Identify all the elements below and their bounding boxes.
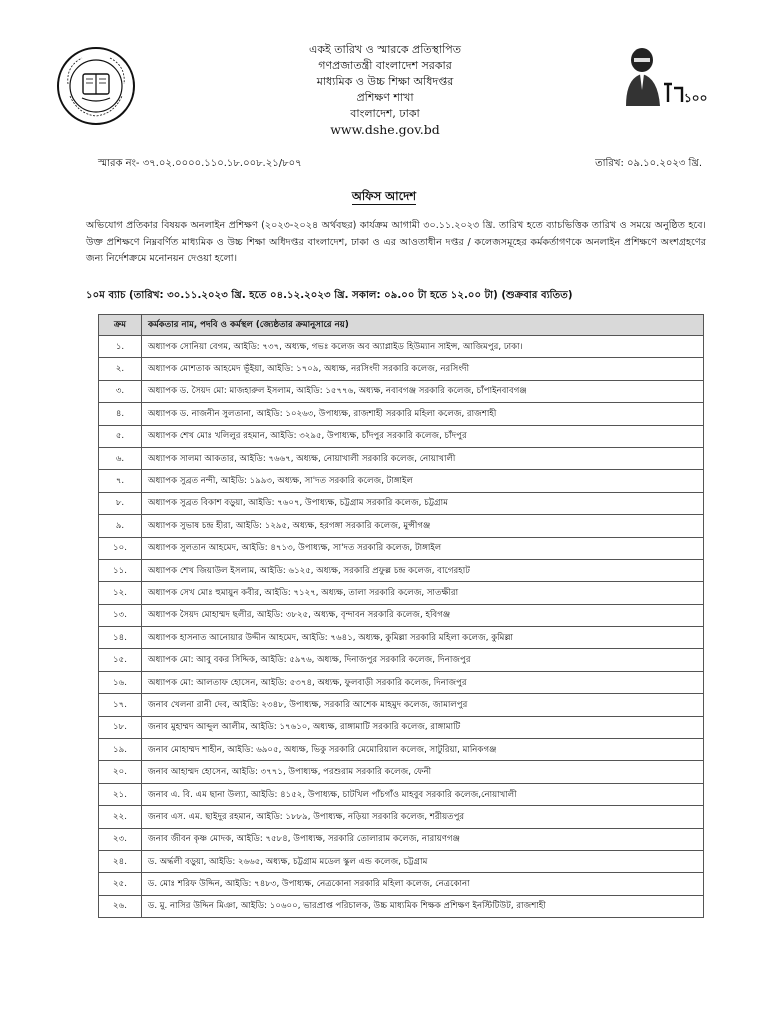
row-serial: ৮. [99,492,142,514]
row-serial: ৫. [99,425,142,447]
row-officer-details: অধ্যাপক মোশতাক আহমেদ ভূঁইয়া, আইডি: ১৭০৯, অধ্যক্ষ, নরসিংদী সরকারি কলেজ, নরসিংদী [142,358,704,380]
row-serial: ৪. [99,403,142,425]
row-serial: ২৩. [99,828,142,850]
nominee-table [98,314,704,918]
row-officer-details: অধ্যাপক সোনিয়া বেগম, আইডি: ৭৩৭, অধ্যক্ষ, গভঃ কলেজ অব অ্যাপ্লাইড হিউম্যান সাইন্স, আজিমপুর, ঢাকা। [142,336,704,358]
table-row [99,447,704,469]
row-officer-details: অধ্যাপক সালমা আকতার, আইডি: ৭৬৬৭, অধ্যক্ষ, নোয়াখালী সরকারি কলেজ, নোয়াখালী [142,447,704,469]
header-line-3: মাধ্যমিক ও উচ্চ শিক্ষা অধিদপ্তর [316,75,454,88]
title-text: অফিস আদেশ [351,189,417,203]
letterhead [180,42,590,138]
table-row [99,761,704,783]
row-officer-details: অধ্যাপক সুলতান আহমেদ, আইডি: ৪৭১৩, উপাধ্যক্ষ, সা'দত সরকারি কলেজ, টাঙ্গাইল [142,537,704,559]
row-officer-details: জনাব মোহাম্মদ শাহীন, আইডি: ৬৯০৫, অধ্যক্ষ, ভিকু সরকারি মেমোরিয়াল কলেজ, সাটুরিয়া, মানিকগঞ্জ [142,739,704,761]
header-line-1: একই তারিখ ও স্মারকে প্রতিস্থাপিত [308,43,461,56]
table-row [99,604,704,626]
row-serial: ১০. [99,537,142,559]
row-serial: ১৭. [99,694,142,716]
row-officer-details: অধ্যাপক শেখ জিয়াউল ইসলাম, আইডি: ৬১২৫, অধ্যক্ষ, সরকারি প্রফুল্ল চন্দ্র কলেজ, বাগেরহাট [142,559,704,581]
table-row [99,850,704,872]
row-officer-details: অধ্যাপক সেখ মোঃ হুমায়ুন কবীর, আইডি: ৭১২৭, অধ্যক্ষ, তালা সরকারি কলেজ, সাতক্ষীরা [142,582,704,604]
row-officer-details: ড. মু. নাসির উদ্দিন মিঞা, আইডি: ১০৬০০, ভারপ্রাপ্ত পরিচালক, উচ্চ মাধ্যমিক শিক্ষক প্রশিক্ষণ ইনস্টিটিউট, রাজশাহী [142,895,704,917]
header-line-2: গণপ্রজাতন্ত্রী বাংলাদেশ সরকার [318,59,452,72]
row-officer-details: অধ্যাপক সুব্রত নন্দী, আইডি: ১৯৯৩, অধ্যক্ষ, সা'দত সরকারি কলেজ, টাঙ্গাইল [142,470,704,492]
mujib-100-portrait-icon [612,44,708,114]
row-officer-details: জনাব এস. এম. ছাইদুর রহমান, আইডি: ১৮৮৯, উপাধ্যক্ষ, নড়িয়া সরকারি কলেজ, শরীয়তপুর [142,806,704,828]
table-row [99,515,704,537]
table-row [99,671,704,693]
row-serial: ১২. [99,582,142,604]
seal-logo-icon [56,46,136,126]
row-serial: ৬. [99,447,142,469]
row-officer-details: অধ্যাপক সৈয়দ মোহাম্মদ ছলীর, আইডি: ৩৮২৫, অধ্যক্ষ, বৃন্দাবন সরকারি কলেজ, হবিগঞ্জ [142,604,704,626]
header-line-4: প্রশিক্ষণ শাখা [356,91,414,104]
table-row [99,895,704,917]
svg-text:১০০: ১০০ [684,91,708,105]
table-row [99,828,704,850]
table-row [99,582,704,604]
row-officer-details: জনাব জীবন কৃষ্ণ মোদক, আইডি: ৭৫৮৪, উপাধ্যক্ষ, সরকারি তোলারাম কলেজ, নারায়ণগঞ্জ [142,828,704,850]
table-row [99,806,704,828]
row-serial: ১৯. [99,739,142,761]
row-officer-details: অধ্যাপক ড. নাজনীন সুলতানা, আইডি: ১০২৬৩, উপাধ্যক্ষ, রাজশাহী সরকারি মহিলা কলেজ, রাজশাহী [142,403,704,425]
row-officer-details: অধ্যাপক ড. সৈয়দ মো: মাজহারুল ইসলাম, আইডি: ১৫৭৭৬, অধ্যক্ষ, নবাবগঞ্জ সরকারি কলেজ, চাঁপাইনবাবগঞ্জ [142,380,704,402]
row-serial: ১১. [99,559,142,581]
row-officer-details: অধ্যাপক হাসনাত আনোয়ার উদ্দীন আহমেদ, আইডি: ৭৬৪১, অধ্যক্ষ, কুমিল্লা সরকারি মহিলা কলেজ, কুমিল্লা [142,627,704,649]
row-officer-details: অধ্যাপক শেখ মোঃ খলিলুর রহমান, আইডি: ৩২৯৫, উপাধ্যক্ষ, চাঁদপুর সরকারি কলেজ, চাঁদপুর [142,425,704,447]
row-serial: ২২. [99,806,142,828]
row-officer-details: জনাব এ. বি. এম ছানা উল্যা, আইডি: ৪১৫২, উপাধ্যক্ষ, চাটখিল পাঁচগাঁও মাহবুব সরকারি কলেজ,নোয়াখালী [142,783,704,805]
body-paragraph: অভিযোগ প্রতিকার বিষয়ক অনলাইন প্রশিক্ষণ (২০২৩-২০২৪ অর্থবছর) কার্যক্রম আগামী ৩০.১১.২০২৩ খ্রি. তারিখ হতে ব্যাচভিত্তিক তারিখ ও সময়ে অনুষ্ঠিত হবে। উক্ত প্রশিক্ষণে নিম্নবর্ণিত মাধ্যমিক ও উচ্চ শিক্ষা অধিদপ্তর বাংলাদেশ, ঢাকা ও এর আওতাধীন দপ্তর / কলেজসমূহের কর্মকর্তাগণকে অনলাইন প্রশিক্ষণে অংশগ্রহণের জন্য নির্দেশক্রমে মনোনয়ন দেওয়া হলো। [86,220,706,264]
row-officer-details: জনাব মুহাম্মদ আব্দুল আলীম, আইডি: ১৭৬১০, অধ্যক্ষ, রাঙ্গামাটি সরকারি কলেজ, রাঙ্গামাটি [142,716,704,738]
row-serial: ২০. [99,761,142,783]
memo-number: স্মারক নং- ৩৭.০২.০০০০.১১০.১৮.০০৮.২১/৮০৭ [98,158,302,169]
table-header-row [99,315,704,336]
table-row [99,694,704,716]
row-serial: ৯. [99,515,142,537]
row-serial: ২৫. [99,873,142,895]
row-serial: ১৩. [99,604,142,626]
document-title [0,188,768,207]
row-serial: ৭. [99,470,142,492]
row-serial: ২৪. [99,850,142,872]
row-serial: ২১. [99,783,142,805]
row-officer-details: অধ্যাপক সুব্রত বিকাশ বড়ুয়া, আইডি: ৭৬০৭, উপাধ্যক্ষ, চট্টগ্রাম সরকারি কলেজ, চট্টগ্রাম [142,492,704,514]
row-serial: ১. [99,336,142,358]
table-row [99,716,704,738]
table-row [99,783,704,805]
table-row [99,336,704,358]
row-serial: ১৮. [99,716,142,738]
row-officer-details: ড. অর্দ্ধলী বড়ুয়া, আইডি: ২৬৬৫, অধ্যক্ষ, চট্টগ্রাম মডেল স্কুল এন্ড কলেজ, চট্টগ্রাম [142,850,704,872]
column-header-serial: ক্রম [99,315,142,336]
header-line-5: বাংলাদেশ, ঢাকা [350,107,420,120]
issue-date: তারিখ: ০৯.১০.২০২৩ খ্রি. [595,158,702,169]
row-officer-details: জনাব আহাম্মদ হোসেন, আইডি: ৩৭৭১, উপাধ্যক্ষ, পরশুরাম সরকারি কলেজ, ফেনী [142,761,704,783]
row-serial: ১৪. [99,627,142,649]
table-row [99,492,704,514]
row-serial: ২. [99,358,142,380]
row-officer-details: অধ্যাপক মো: আলতাফ হোসেন, আইডি: ৫৩৭৪, অধ্যক্ষ, ফুলবাড়ী সরকারি কলেজ, দিনাজপুর [142,671,704,693]
row-officer-details: অধ্যাপক মো: আবু বকর সিদ্দিক, আইডি: ৫৯৭৬, অধ্যক্ষ, দিনাজপুর সরকারি কলেজ, দিনাজপুর [142,649,704,671]
table-row [99,627,704,649]
column-header-details: কর্মকতার নাম, পদবি ও কর্মস্থল (জ্যেষ্ঠতার ক্রমানুসারে নয়) [142,315,704,336]
row-serial: ১৫. [99,649,142,671]
row-serial: ১৬. [99,671,142,693]
row-officer-details: জনাব খেলনা রানী দেব, আইডি: ২৩৪৮, উপাধ্যক্ষ, সরকারি আশেক মাহমুদ কলেজ, জামালপুর [142,694,704,716]
row-serial: ৩. [99,380,142,402]
table-row [99,649,704,671]
website-link[interactable]: www.dshe.gov.bd [330,122,440,137]
batch-heading: ১০ম ব্যাচ (তারিখ: ৩০.১১.২০২৩ খ্রি. হতে ০৪.১২.২০২৩ খ্রি. সকাল: ০৯.০০ টা হতে ১২.০০ টা) (শুক্রবার ব্যতিত) [86,290,573,301]
table-row [99,739,704,761]
table-row [99,380,704,402]
table-row [99,358,704,380]
table-row [99,403,704,425]
row-officer-details: অধ্যাপক সুভাষ চন্দ্র হীরা, আইডি: ১২৯৫, অধ্যক্ষ, হরগঙ্গা সরকারি কলেজ, মুন্সীগঞ্জ [142,515,704,537]
table-row [99,537,704,559]
table-row [99,873,704,895]
table-row [99,470,704,492]
table-row [99,425,704,447]
row-serial: ২৬. [99,895,142,917]
row-officer-details: ড. মোঃ শরিফ উদ্দিন, আইডি: ৭৪৮৩, উপাধ্যক্ষ, নেত্রকোনা সরকারি মহিলা কলেজ, নেত্রকোনা [142,873,704,895]
table-row [99,559,704,581]
